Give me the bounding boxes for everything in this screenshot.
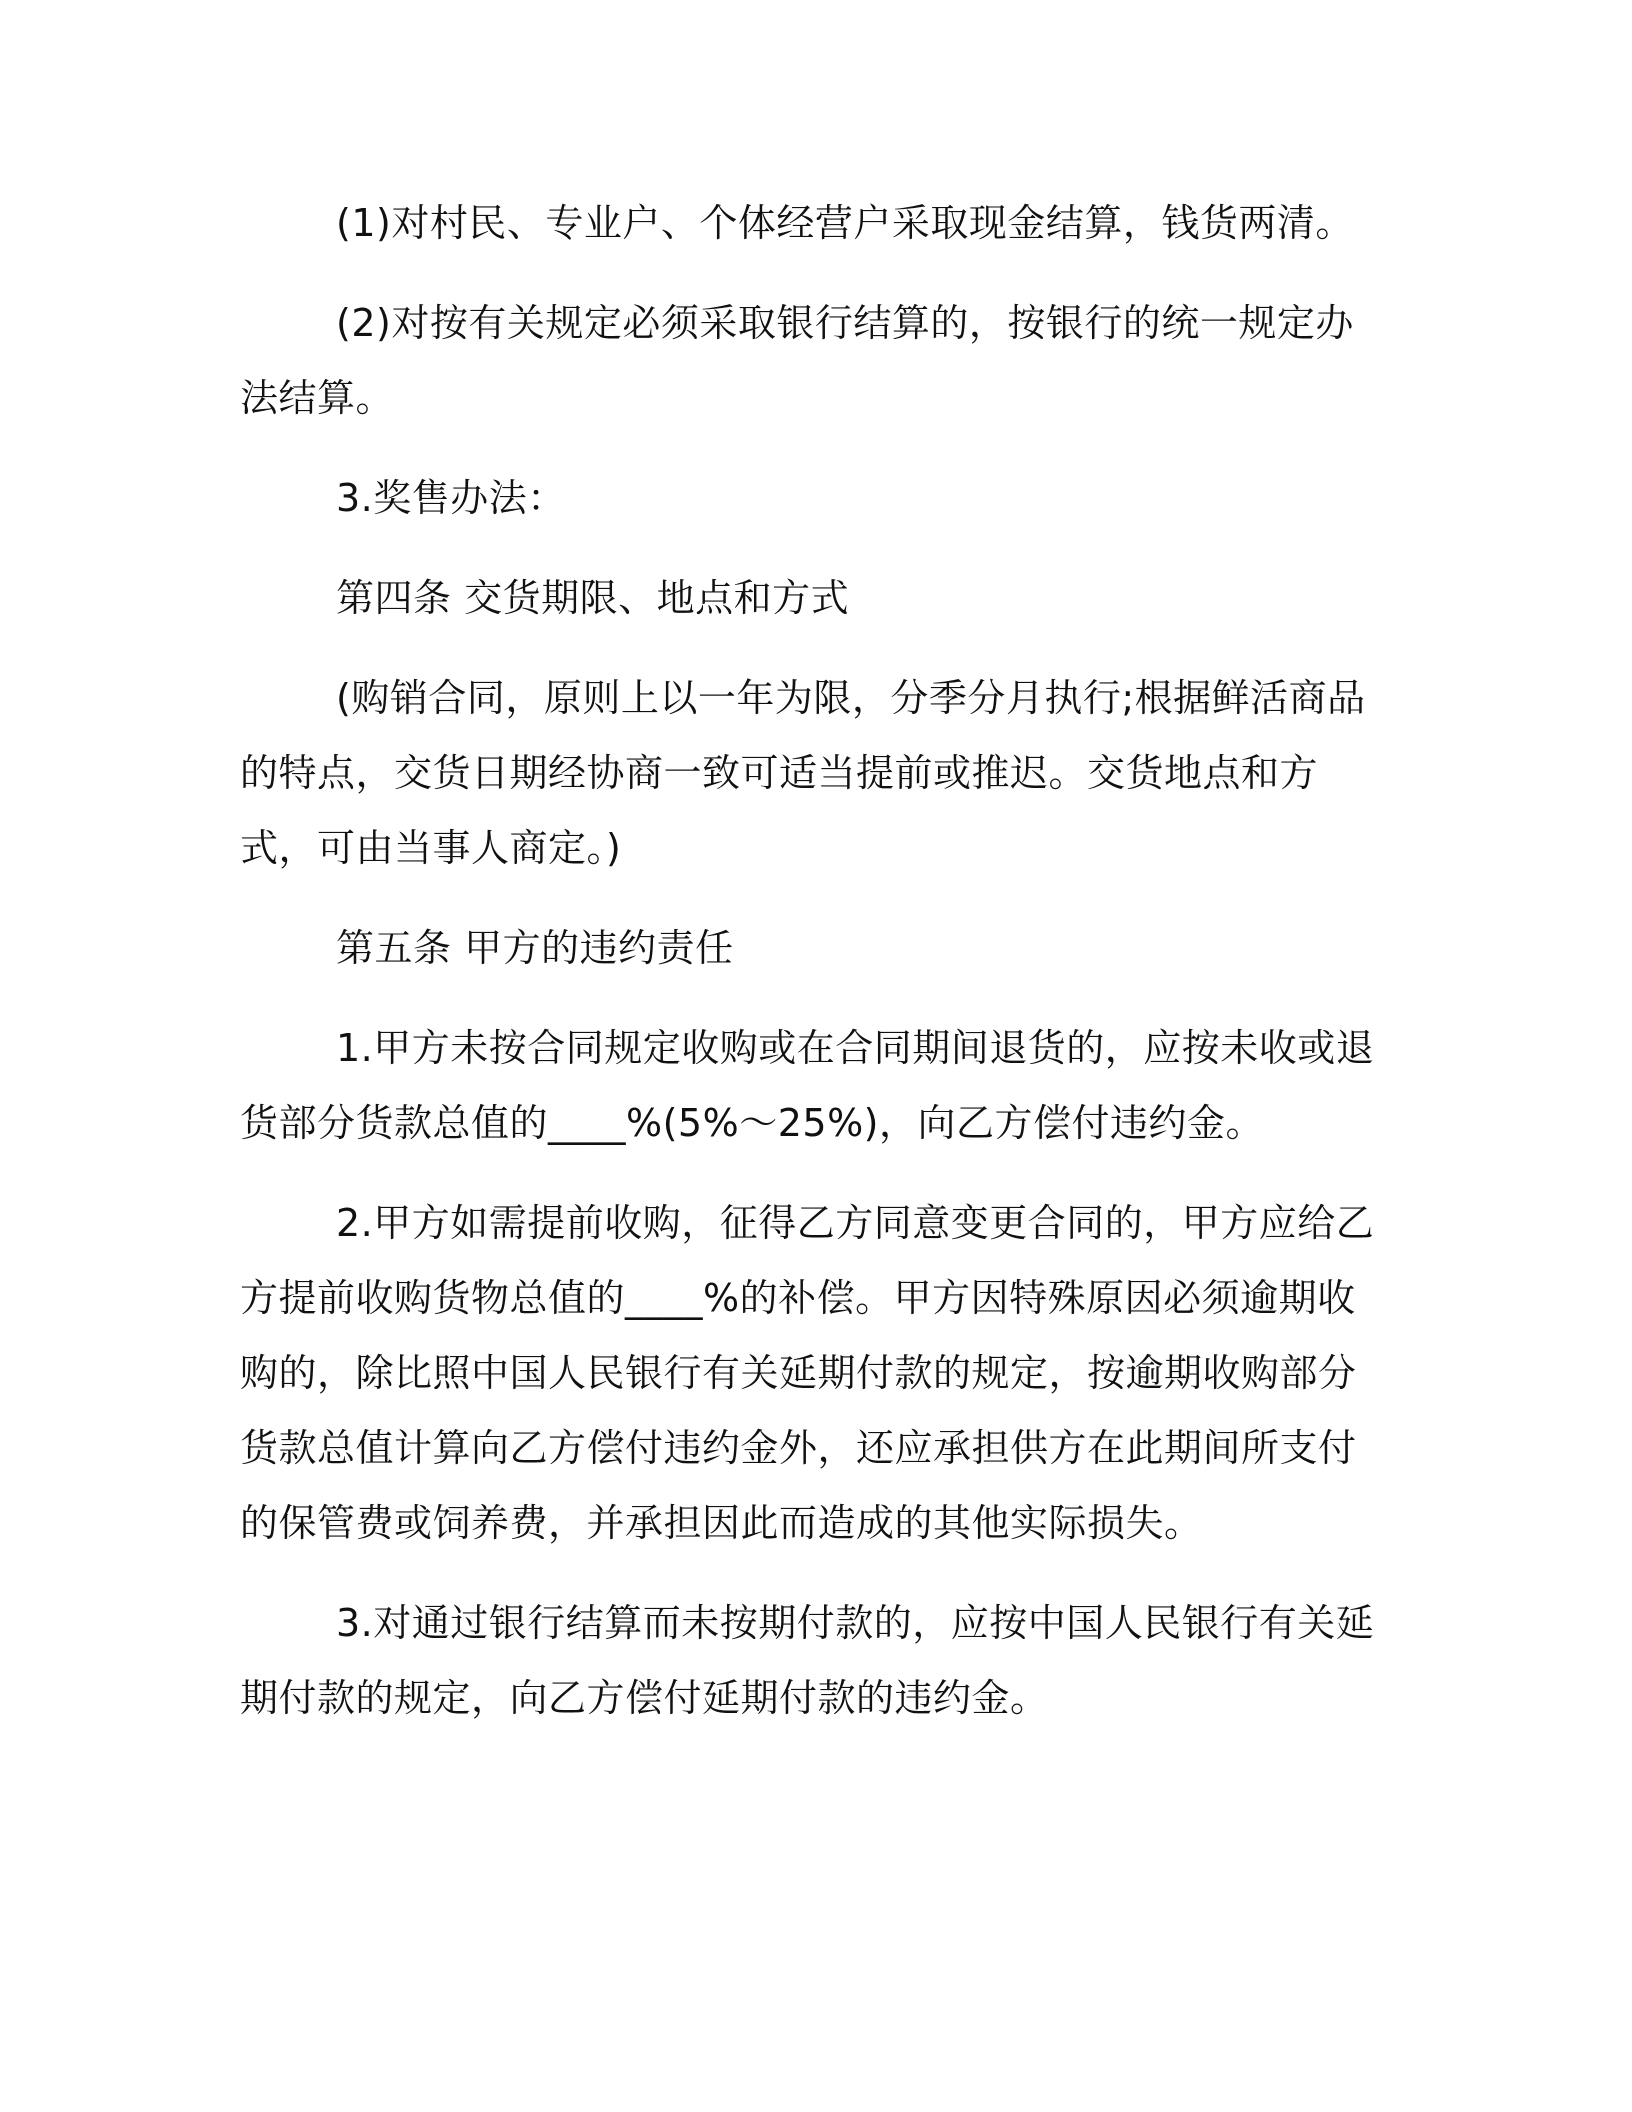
paragraph-delivery-note: (购销合同，原则上以一年为限，分季分月执行;根据鲜活商品的特点，交货日期经协商一致可适当提前或推迟。交货地点和方式，可由当事人商定。) [240,676,1366,870]
heading-article-five: 第五条 甲方的违约责任 [336,926,734,970]
paragraph-breach-one: 1.甲方未按合同规定收购或在合同期间退货的，应按未收或退货部分货款总值的____%(5%～25%)，向乙方偿付违约金。 [240,1026,1375,1145]
document-body [240,186,1390,1736]
paragraph-settlement-cash: (1)对村民、专业户、个体经营户采取现金结算，钱货两清。 [336,201,1354,245]
paragraph-settlement-bank: (2)对按有关规定必须采取银行结算的，按银行的统一规定办法结算。 [240,301,1354,420]
paragraph-breach-two: 2.甲方如需提前收购，征得乙方同意变更合同的，甲方应给乙方提前收购货物总值的____%的补偿。甲方因特殊原因必须逾期收购的，除比照中国人民银行有关延期付款的规定，按逾期收购部分货款总值计算向乙方偿付违约金外，还应承担供方在此期间所支付的保管费或饲养费，并承担因此而造成的其他实际损失。 [240,1201,1375,1545]
paragraph-reward-method: 3.奖售办法： [336,476,566,520]
paragraph-breach-three: 3.对通过银行结算而未按期付款的，应按中国人民银行有关延期付款的规定，向乙方偿付延期付款的违约金。 [240,1601,1375,1720]
heading-article-four: 第四条 交货期限、地点和方式 [336,576,850,620]
